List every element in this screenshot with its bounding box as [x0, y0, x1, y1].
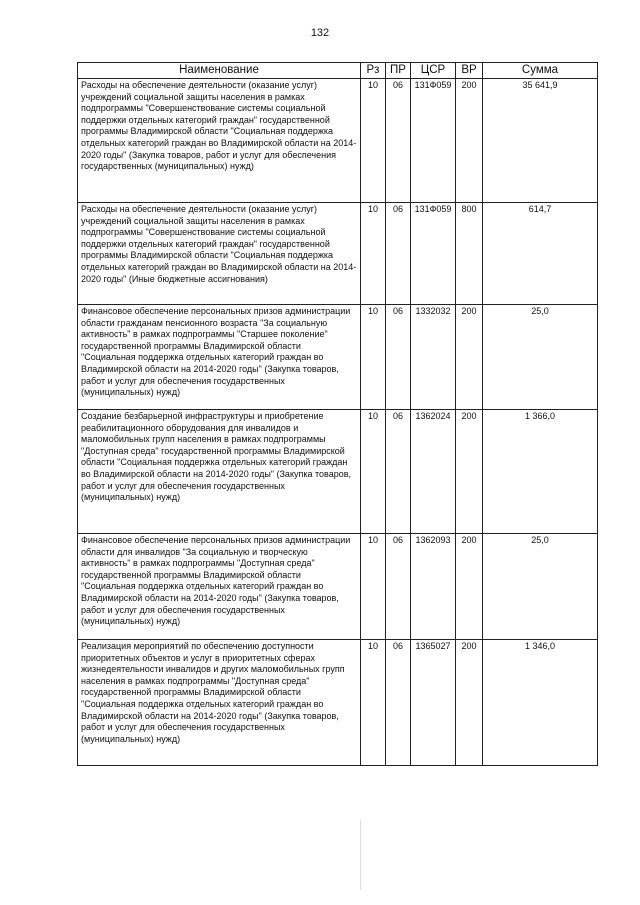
row-name: Реализация мероприятий по обеспечению доступности приоритетных объектов и услуг в приоритетных сферах жизнедеятельности инвалидов и других маломобильных групп населения в рамках подпрограммы "Доступная среда" государственной программы Владимирской области "Социальная поддержка отдельных категорий граждан во Владимирской области на 2014-2020 годы" (Закупка товаров, работ и услуг для обеспечения государственных (муниципальных) нужд)	[78, 640, 361, 766]
row-sum: 614,7	[483, 203, 598, 305]
row-name: Финансовое обеспечение персональных призов администрации области гражданам пенсионного возраста "За социальную активность" в рамках подпрограммы "Старшее поколение" государственной программы Владимирской области "Социальная поддержка отдельных категорий граждан во Владимирской области на 2014-2020 годы" (Закупка товаров, работ и услуг для обеспечения государственных (муниципальных) нужд)	[78, 305, 361, 410]
row-csr: 1332032	[411, 305, 456, 410]
table-row	[78, 79, 598, 203]
row-rz: 10	[361, 640, 386, 766]
scan-artifact-line	[360, 820, 361, 890]
row-pr: 06	[386, 305, 411, 410]
row-csr: 1362024	[411, 410, 456, 534]
row-sum: 35 641,9	[483, 79, 598, 203]
row-sum: 1 366,0	[483, 410, 598, 534]
row-csr: 131Ф059	[411, 79, 456, 203]
row-vr: 200	[456, 534, 483, 640]
row-name: Создание безбарьерной инфраструктуры и приобретение реабилитационного оборудования для инвалидов и маломобильных групп населения в рамках подпрограммы "Доступная среда" государственной программы Владимирской области "Социальная поддержка отдельных категорий граждан во Владимирской области на 2014-2020 годы" (Закупка товаров, работ и услуг для обеспечения государственных (муниципальных) нужд)	[78, 410, 361, 534]
row-pr: 06	[386, 534, 411, 640]
header-csr: ЦСР	[411, 63, 456, 79]
table-header-row	[78, 63, 598, 79]
row-pr: 06	[386, 410, 411, 534]
row-name: Расходы на обеспечение деятельности (оказание услуг) учреждений социальной защиты населения в рамках подпрограммы "Совершенствование системы социальной поддержки отдельных категорий граждан" государственной программы Владимирской области "Социальная поддержка отдельных категорий граждан во Владимирской области на 2014-2020 годы" (Иные бюджетные ассигнования)	[78, 203, 361, 305]
table-row	[78, 534, 598, 640]
row-rz: 10	[361, 79, 386, 203]
row-vr: 200	[456, 79, 483, 203]
header-vr: ВР	[456, 63, 483, 79]
table-row	[78, 640, 598, 766]
header-name: Наименование	[78, 63, 361, 79]
row-rz: 10	[361, 534, 386, 640]
row-csr: 1362093	[411, 534, 456, 640]
row-vr: 200	[456, 305, 483, 410]
row-rz: 10	[361, 305, 386, 410]
header-sum: Сумма	[483, 63, 598, 79]
table-row	[78, 203, 598, 305]
table-row	[78, 410, 598, 534]
row-pr: 06	[386, 203, 411, 305]
row-vr: 800	[456, 203, 483, 305]
row-sum: 1 346,0	[483, 640, 598, 766]
row-vr: 200	[456, 640, 483, 766]
row-pr: 06	[386, 640, 411, 766]
budget-table	[77, 62, 598, 766]
row-csr: 1365027	[411, 640, 456, 766]
row-name: Расходы на обеспечение деятельности (оказание услуг) учреждений социальной защиты населения в рамках подпрограммы "Совершенствование системы социальной поддержки отдельных категорий граждан" государственной программы Владимирской области "Социальная поддержка отдельных категорий граждан во Владимирской области на 2014-2020 годы" (Закупка товаров, работ и услуг для обеспечения государственных (муниципальных) нужд)	[78, 79, 361, 203]
row-vr: 200	[456, 410, 483, 534]
row-csr: 131Ф059	[411, 203, 456, 305]
table-row	[78, 305, 598, 410]
page-number: 132	[310, 27, 330, 39]
row-rz: 10	[361, 410, 386, 534]
header-pr: ПР	[386, 63, 411, 79]
row-sum: 25,0	[483, 534, 598, 640]
row-name: Финансовое обеспечение персональных призов администрации области для инвалидов "За социальную и творческую активность" в рамках подпрограммы "Доступная среда" государственной программы Владимирской области "Социальная поддержка отдельных категорий граждан во Владимирской области на 2014-2020 годы" (Закупка товаров, работ и услуг для обеспечения государственных (муниципальных) нужд)	[78, 534, 361, 640]
row-pr: 06	[386, 79, 411, 203]
header-rz: Рз	[361, 63, 386, 79]
row-sum: 25,0	[483, 305, 598, 410]
row-rz: 10	[361, 203, 386, 305]
